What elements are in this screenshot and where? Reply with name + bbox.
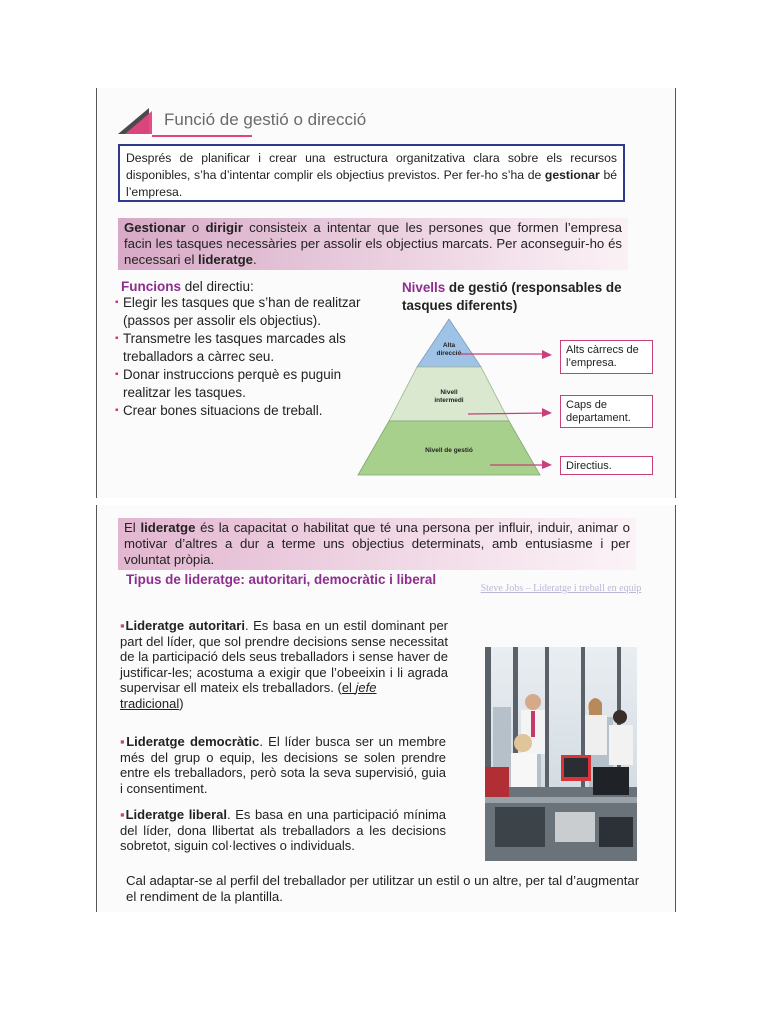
functions-list	[115, 294, 385, 420]
list-item-text: Donar instruccions perquè es puguin realitzar les tasques.	[123, 367, 342, 400]
pyramid-label-mid: Nivell intermedi	[434, 389, 464, 404]
type-text: . El líder busca ser un membre més del grup o equip, les decisions se solen prendre entre els treballadors, però sota la seva supervisió, guia i consentiment.	[120, 734, 446, 796]
def-text: o	[185, 220, 206, 235]
type-name: Lideratge democràtic	[126, 734, 260, 749]
list-item-text: Crear bones situacions de treball.	[123, 403, 323, 418]
conclusion-text: Cal adaptar-se al perfil del treballador per utilitzar un estil o un altre, per tal d’augmentar el rendiment de la plantilla.	[126, 873, 640, 904]
level-box-top: Alts càrrecs de l’empresa.	[560, 340, 653, 374]
list-item-text: Transmetre les tasques marcades als treballadors a càrrec seu.	[123, 331, 346, 364]
leadership-type-liberal	[120, 807, 446, 854]
bullet-icon: ▪	[120, 734, 127, 749]
type-text: . Es basa en un estil dominant per part del líder, que sol prendre decisions sense necessitat de la participació dels seus treballadors i sense haver de justificar-les; acostuma a exigir que l’obeeixin i li agrada supervisar ell mateix els treballadors. (	[120, 618, 449, 695]
pyramid-label-bottom: Nivell de gestió	[425, 447, 473, 454]
bullet-icon: ▪	[120, 807, 126, 822]
arrowhead-icon	[542, 350, 552, 359]
video-link[interactable]: Steve Jobs – Lideratge i treball en equip	[480, 583, 642, 594]
def-bold-gestionar: Gestionar	[124, 220, 186, 235]
level-box-bottom: Directius.	[560, 456, 653, 475]
slide1-left-border	[96, 88, 97, 498]
management-pyramid	[356, 317, 542, 477]
def-text-2: consisteix a intentar que les persones que formen l’empresa facin les tasques necessàries per assolir els objectius marcats. Per aconseguir-ho és necessari el	[124, 220, 622, 267]
def2-bold: lideratge	[140, 520, 196, 535]
def2-text: El	[124, 520, 141, 535]
slide2-right-border	[675, 505, 676, 912]
list-item	[115, 330, 385, 366]
functions-title	[121, 279, 254, 294]
def-bold-dirigir: dirigir	[205, 220, 243, 235]
type-name: Lideratge liberal	[125, 807, 227, 822]
functions-title-highlight: Funcions	[121, 279, 181, 294]
def-bold-lideratge: lideratge	[198, 252, 254, 267]
level-box-mid: Caps de departament.	[560, 395, 653, 428]
type-tail-2: tradicional	[120, 695, 180, 711]
type-tail-3: )	[179, 695, 184, 711]
def-text-3: .	[253, 252, 257, 267]
pyramid-label-top: Alta direcció	[436, 342, 462, 357]
bullet-icon: ▪	[115, 297, 119, 308]
office-team-photo	[485, 647, 637, 861]
gestionar-definition	[118, 218, 628, 270]
intro-text-end: bé l’empresa.	[126, 168, 617, 199]
levels-title	[402, 279, 642, 315]
type-tail-italic: jefe	[355, 680, 377, 695]
lideratge-definition	[118, 518, 636, 570]
arrowhead-icon	[542, 460, 552, 469]
def2-text-2: és la capacitat o habilitat que té una persona per influir, induir, animar o motivar d’altres a dur a terme uns objectius determinats, amb entusiasme i per voluntat pròpia.	[124, 520, 631, 567]
list-item	[115, 402, 385, 420]
slide1-title: Funció de gestió o direcció	[164, 110, 367, 129]
list-item	[115, 294, 385, 330]
title-triangle-icon	[115, 106, 159, 138]
intro-box	[118, 144, 625, 202]
slide2-left-border	[96, 505, 97, 912]
list-item-text: Elegir les tasques que s’han de realitzar (passos per assolir els objectius).	[123, 295, 361, 328]
slide1-right-border	[675, 88, 676, 498]
leadership-type-democratic	[120, 734, 446, 796]
levels-title-highlight: Nivells	[402, 280, 446, 295]
types-title: Tipus de lideratge: autoritari, democràtic i liberal	[126, 572, 437, 587]
arrowhead-icon	[542, 408, 552, 417]
type-name: Lideratge autoritari	[125, 618, 245, 633]
type-text: . Es basa en una participació mínima del líder, dona llibertat als treballadors a les decisions sobretot, siguin col·lectives o individuals.	[120, 807, 447, 853]
type-tail: el	[341, 680, 356, 695]
title-underline	[152, 135, 252, 137]
functions-title-rest: del directiu:	[181, 279, 254, 294]
bullet-icon: ▪	[115, 369, 119, 380]
bullet-icon: ▪	[115, 333, 119, 344]
leadership-type-autocratic	[120, 618, 448, 711]
intro-bold: gestionar	[544, 168, 600, 182]
arrowheads	[538, 347, 554, 472]
list-item	[115, 366, 385, 402]
levels-title-rest: de gestió (responsables de tasques diferents)	[402, 280, 622, 313]
bullet-icon: ▪	[120, 618, 126, 633]
bullet-icon: ▪	[115, 405, 119, 416]
intro-text: Després de planificar i crear una estructura organitzativa clara sobre els recursos disponibles, s’ha d’intentar complir els objectius previstos. Per fer-ho s’ha de	[126, 151, 617, 182]
